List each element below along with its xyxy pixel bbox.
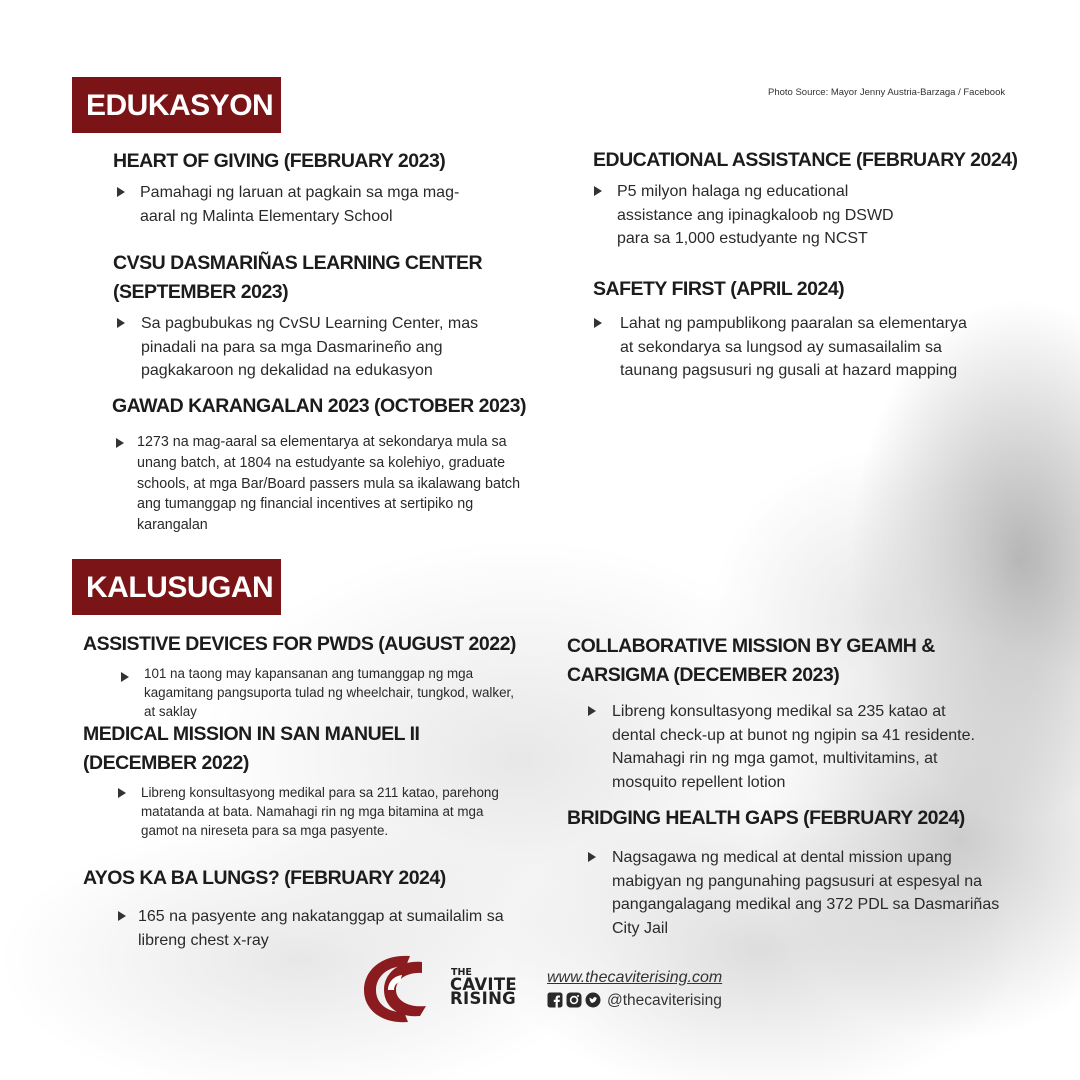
brand-rising: RISING (450, 989, 517, 1008)
body-line: mosquito repellent lotion (612, 773, 786, 791)
heading-line: CVSU DASMARIÑAS LEARNING CENTER (113, 252, 483, 274)
social-icons (547, 992, 601, 1008)
bullet-icon (117, 318, 125, 328)
list-item (121, 664, 514, 722)
list-item (117, 181, 459, 228)
bullet-icon (121, 672, 129, 682)
bullet-icon (116, 438, 124, 448)
heading-gawad-karangalan: GAWAD KARANGALAN 2023 (OCTOBER 2023) (112, 395, 526, 417)
heading-collaborative-mission (567, 632, 935, 690)
list-item (116, 432, 520, 536)
heading-cvsu-learning-center (113, 249, 482, 307)
section-badge-edukasyon: EDUKASYON (72, 77, 281, 133)
body-line: at saklay (144, 704, 197, 720)
bullet-icon (594, 186, 602, 196)
body-line: at sekondarya sa lungsod ay sumasailalim sa (620, 338, 942, 356)
brand-the: THE (451, 967, 472, 978)
heading-line: MEDICAL MISSION IN SAN MANUEL II (83, 723, 420, 745)
body-line: Namahagi rin ng mga gamot, multivitamins, at (612, 750, 938, 767)
body-line: karangalan (137, 517, 208, 534)
body-line: mabigyan ng pangunahing pagsusuri at espesyal na (612, 872, 983, 890)
heading-line: CARSIGMA (DECEMBER 2023) (567, 664, 840, 686)
body-line: kagamitang pangsuporta tulad ng wheelchair, tungkod, walker, (144, 685, 514, 701)
heading-line: (SEPTEMBER 2023) (113, 281, 289, 303)
body-line: taunang pagsusuri ng gusali at hazard mapping (620, 362, 958, 379)
section-badge-kalusugan: KALUSUGAN (72, 559, 281, 615)
list-item (588, 700, 975, 794)
facebook-icon[interactable] (547, 992, 563, 1008)
heading-bridging-health-gaps: BRIDGING HEALTH GAPS (FEBRUARY 2024) (567, 807, 965, 829)
body-line: Sa pagbubukas ng CvSU Learning Center, mas (141, 315, 479, 332)
body-line: City Jail (612, 919, 669, 937)
body-line: libreng chest x-ray (138, 931, 269, 949)
body-line: schools, at mga Bar/Board passers mula sa ikalawang batch (137, 475, 521, 492)
social-handle[interactable]: @thecaviterising (607, 992, 722, 1009)
body-line: Pamahagi ng laruan at pagkain sa mga mag- (140, 184, 460, 201)
body-line: Libreng konsultasyong medikal para sa 211 katao, parehong (141, 785, 499, 800)
body-line: pinadali na para sa mga Dasmarineño ang (141, 338, 443, 356)
body-line: dental check-up at bunot ng ngipin sa 41 residente. (612, 726, 975, 744)
body-line: pagkakaroon ng dekalidad na edukasyon (141, 362, 433, 379)
body-line: unang batch, at 1804 na estudyante sa kolehiyo, graduate (137, 454, 506, 471)
list-item (594, 180, 894, 251)
twitter-icon[interactable] (585, 992, 601, 1008)
bullet-icon (117, 187, 125, 197)
body-line: pangangalagang medikal ang 372 PDL sa Dasmariñas (612, 896, 1000, 913)
heading-ayos-ka-ba-lungs: AYOS KA BA LUNGS? (FEBRUARY 2024) (83, 867, 446, 889)
bullet-icon (118, 911, 126, 921)
list-item (117, 312, 478, 383)
photo-source: Photo Source: Mayor Jenny Austria-Barzaga / Facebook (768, 87, 1006, 98)
cavite-rising-logo-icon (360, 952, 430, 1026)
body-line: 165 na pasyente ang nakatanggap at sumailalim sa (138, 908, 504, 925)
body-line: 1273 na mag-aaral sa elementarya at sekondarya mula sa (137, 434, 507, 450)
body-line: ang tumanggap ng financial incentives at sertipiko ng (137, 496, 474, 513)
body-line: para sa 1,000 estudyante ng NCST (617, 230, 868, 247)
instagram-icon[interactable] (566, 992, 582, 1008)
body-line: Libreng konsultasyong medikal sa 235 katao at (612, 703, 946, 720)
heading-line: (DECEMBER 2022) (83, 752, 249, 774)
body-line: aaral ng Malinta Elementary School (140, 207, 393, 225)
bullet-icon (588, 852, 596, 862)
website-link[interactable]: www.thecaviterising.com (547, 969, 723, 986)
list-item (118, 783, 499, 841)
heading-heart-of-giving: HEART OF GIVING (FEBRUARY 2023) (113, 150, 446, 172)
body-line: gamot na nireseta para sa mga pasyente. (141, 823, 389, 839)
list-item (118, 905, 504, 952)
bullet-icon (118, 788, 126, 798)
body-line: Lahat ng pampublikong paaralan sa elementarya (620, 315, 967, 332)
heading-assistive-devices: ASSISTIVE DEVICES FOR PWDS (AUGUST 2022) (83, 633, 516, 655)
bullet-icon (588, 706, 596, 716)
heading-line: COLLABORATIVE MISSION BY GEAMH & (567, 635, 935, 657)
list-item (594, 312, 967, 383)
body-line: assistance ang ipinagkaloob ng DSWD (617, 206, 894, 224)
body-line: Nagsagawa ng medical at dental mission upang (612, 849, 952, 866)
body-line: matatanda at bata. Namahagi rin ng mga bitamina at mga (141, 804, 484, 820)
heading-educational-assistance: EDUCATIONAL ASSISTANCE (FEBRUARY 2024) (593, 149, 1018, 171)
brand-cavite: CAVITE (450, 975, 517, 994)
body-line: 101 na taong may kapansanan ang tumanggap ng mga (144, 666, 474, 681)
heading-medical-mission (83, 720, 419, 778)
list-item (588, 846, 999, 940)
bullet-icon (594, 318, 602, 328)
heading-safety-first: SAFETY FIRST (APRIL 2024) (593, 278, 845, 300)
body-line: P5 milyon halaga ng educational (617, 183, 849, 200)
